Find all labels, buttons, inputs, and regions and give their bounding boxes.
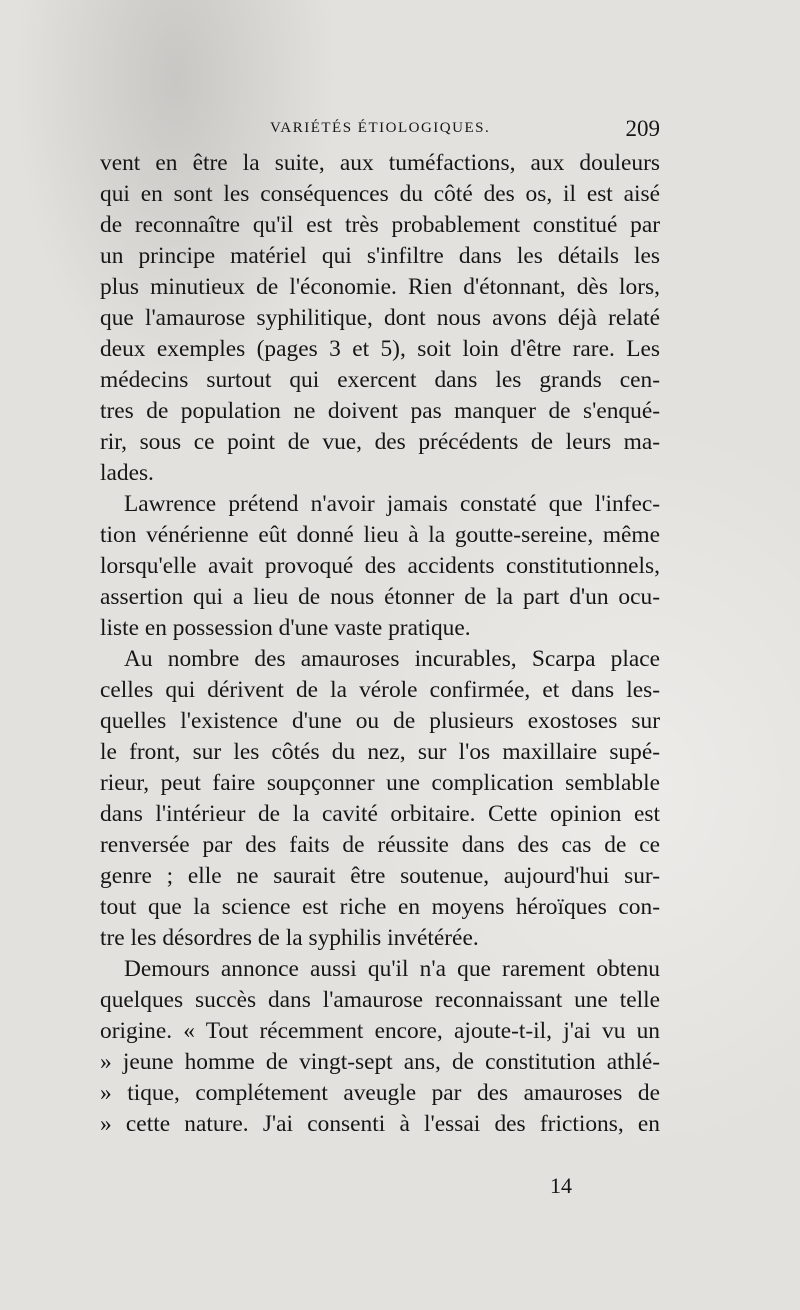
page-number: 209: [625, 116, 660, 141]
text-line: Demours annonce aussi qu'il n'a que rarement obtenu: [124, 956, 660, 982]
paragraph-4: [100, 954, 660, 1140]
text-line: médecins surtout qui exercent dans les grands cen-: [100, 367, 660, 393]
text-line: quelques succès dans l'amaurose reconnaissant une telle: [100, 987, 660, 1013]
text-line: tres de population ne doivent pas manquer de s'enqué-: [100, 398, 660, 424]
text-line: un principe matériel qui s'infiltre dans les détails les: [100, 243, 660, 269]
text-line: plus minutieux de l'économie. Rien d'étonnant, dès lors,: [100, 274, 660, 300]
text-line: origine. « Tout récemment encore, ajoute-t-il, j'ai vu un: [100, 1018, 660, 1044]
text-line: » jeune homme de vingt-sept ans, de constitution athlé-: [100, 1049, 660, 1075]
signature-mark: 14: [550, 1173, 572, 1198]
paragraph-1: [100, 148, 660, 489]
running-head: VARIÉTÉS ÉTIOLOGIQUES.: [270, 120, 491, 136]
paragraph-2: [100, 489, 660, 644]
text-line: renversée par des faits de réussite dans des cas de ce: [100, 832, 660, 858]
text-line: celles qui dérivent de la vérole confirmée, et dans les-: [100, 677, 660, 703]
text-line: » tique, complétement aveugle par des amauroses de: [100, 1080, 660, 1106]
text-line: Lawrence prétend n'avoir jamais constaté que l'infec-: [124, 491, 660, 517]
text-line: rir, sous ce point de vue, des précédents de leurs ma-: [100, 429, 660, 455]
text-line: tout que la science est riche en moyens héroïques con-: [100, 894, 660, 920]
text-line: » cette nature. J'ai consenti à l'essai des frictions, en: [100, 1111, 660, 1137]
text-line: vent en être la suite, aux tuméfactions, aux douleurs: [100, 150, 660, 176]
text-line: assertion qui a lieu de nous étonner de la part d'un ocu-: [100, 584, 660, 610]
text-line: lorsqu'elle avait provoqué des accidents constitutionnels,: [100, 553, 660, 579]
text-line: Au nombre des amauroses incurables, Scarpa place: [124, 646, 660, 672]
text-line: quelles l'existence d'une ou de plusieurs exostoses sur: [100, 708, 660, 734]
text-line: deux exemples (pages 3 et 5), soit loin d'être rare. Les: [100, 336, 660, 362]
text-line: tion vénérienne eût donné lieu à la goutte-sereine, même: [100, 522, 660, 548]
text-line: dans l'intérieur de la cavité orbitaire. Cette opinion est: [100, 801, 660, 827]
text-line: de reconnaître qu'il est très probablement constitué par: [100, 212, 660, 238]
paragraph-3: [100, 644, 660, 954]
page-header: [100, 116, 660, 146]
text-line: qui en sont les conséquences du côté des os, il est aisé: [100, 181, 660, 207]
text-line: le front, sur les côtés du nez, sur l'os maxillaire supé-: [100, 739, 660, 765]
text-line: tre les désordres de la syphilis invétérée.: [100, 925, 479, 951]
text-line: liste en possession d'une vaste pratique.: [100, 615, 471, 641]
text-line: lades.: [100, 460, 154, 486]
text-line: rieur, peut faire soupçonner une complication semblable: [100, 770, 660, 796]
text-line: genre ; elle ne saurait être soutenue, aujourd'hui sur-: [100, 863, 660, 889]
body-text: [100, 148, 660, 1140]
text-line: que l'amaurose syphilitique, dont nous avons déjà relaté: [100, 305, 660, 331]
